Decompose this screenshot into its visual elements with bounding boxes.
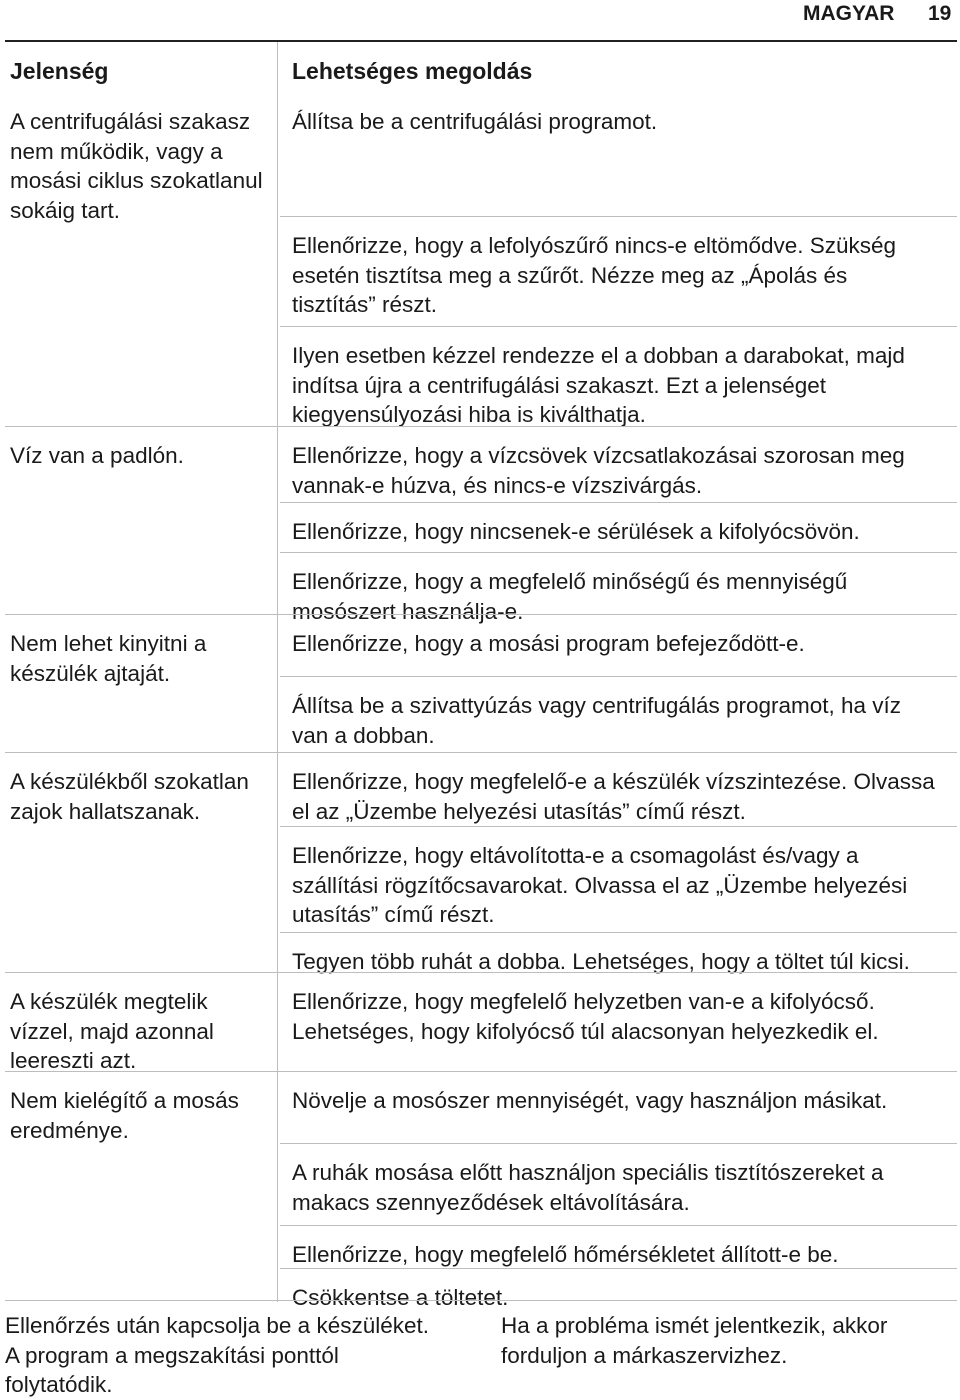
solution-cell: Ellenőrizze, hogy eltávolította-e a csomagolást és/vagy a szállítási rögzítőcsavarokat. Olvassa el az „Üzembe helyezési utasítás” című részt.	[292, 843, 908, 927]
row-separator	[280, 1268, 957, 1269]
row-separator	[280, 826, 957, 827]
row-separator	[280, 932, 957, 933]
row-separator	[280, 552, 957, 553]
solution-cell: Ellenőrizze, hogy a vízcsövek vízcsatlakozásai szorosan meg vannak-e húzva, és nincs-e vízszivárgás.	[292, 443, 905, 498]
table-row	[5, 502, 957, 552]
table-header-row	[5, 42, 957, 92]
table-row	[5, 426, 957, 502]
table-row	[5, 92, 957, 223]
table-row	[5, 932, 957, 972]
solution-cell: Ellenőrizze, hogy nincsenek-e sérülések a kifolyócsövön.	[292, 519, 860, 544]
row-separator	[280, 1225, 957, 1226]
table-row	[5, 216, 957, 326]
row-separator	[280, 216, 957, 217]
table-row	[5, 676, 957, 752]
symptom-cell: Nem lehet kinyitni a készülék ajtaját.	[10, 631, 207, 686]
table-row	[5, 326, 957, 426]
solution-cell: Állítsa be a centrifugálási programot.	[292, 109, 658, 134]
table-row	[5, 752, 957, 826]
symptom-cell: Nem kielégítő a mosás eredménye.	[10, 1088, 239, 1143]
solution-cell: Csökkentse a töltetet.	[292, 1285, 509, 1310]
row-separator	[5, 1071, 957, 1072]
row-separator	[5, 426, 957, 427]
column-header-solution: Lehetséges megoldás	[292, 58, 533, 84]
solution-cell: Állítsa be a szivattyúzás vagy centrifugálás programot, ha víz van a dobban.	[292, 693, 902, 748]
table-row	[5, 826, 957, 932]
table-bottom-rule	[5, 1300, 957, 1301]
solution-cell: Ellenőrizze, hogy megfelelő-e a készülék vízszintezése. Olvassa el az „Üzembe helyezési utasítás” című részt.	[292, 769, 935, 824]
table-row	[5, 1268, 957, 1310]
header-language: MAGYAR	[803, 2, 895, 25]
row-separator	[5, 972, 957, 973]
solution-cell: A ruhák mosása előtt használjon speciális tisztítószereket a makacs szennyeződések eltávolítására.	[292, 1160, 884, 1215]
solution-cell: Növelje a mosószer mennyiségét, vagy használjon másikat.	[292, 1088, 888, 1113]
symptom-cell: A készülékből szokatlan zajok hallatszanak.	[10, 769, 249, 824]
solution-cell: Ellenőrizze, hogy megfelelő helyzetben van-e a kifolyócső. Lehetséges, hogy kifolyócső túl alacsonyan helyezkedik el.	[292, 989, 879, 1044]
solution-cell: Tegyen több ruhát a dobba. Lehetséges, hogy a töltet túl kicsi.	[292, 949, 910, 974]
solution-cell: Ellenőrizze, hogy a mosási program befejeződött-e.	[292, 631, 805, 656]
footer-note-restart: Ellenőrzés után kapcsolja be a készüléket. A program a megszakítási ponttól folytatódik.	[5, 1313, 429, 1397]
table-row	[5, 1225, 957, 1268]
symptom-cell: A centrifugálási szakasz nem működik, vagy a mosási ciklus szokatlanul sokáig tart.	[10, 109, 263, 223]
solution-cell: Ellenőrizze, hogy a megfelelő minőségű és mennyiségű mosószert használja-e.	[292, 569, 848, 624]
table-row	[5, 972, 957, 1071]
solution-cell: Ellenőrizze, hogy a lefolyószűrő nincs-e eltömődve. Szükség esetén tisztítsa meg a szűrőt. Nézze meg az „Ápolás és tisztítás” részt.	[292, 233, 897, 317]
row-separator	[280, 1143, 957, 1144]
page-number: 19	[928, 2, 952, 25]
column-divider	[277, 42, 278, 1302]
solution-cell: Ilyen esetben kézzel rendezze el a dobban a darabokat, majd indítsa újra a centrifugálási szakaszt. Ezt a jelenséget kiegyensúlyozási hiba is kiválthatja.	[292, 343, 905, 427]
table-row	[5, 614, 957, 686]
row-separator	[280, 326, 957, 327]
row-separator	[280, 676, 957, 677]
row-separator	[5, 752, 957, 753]
column-header-symptom: Jelenség	[10, 58, 109, 84]
symptom-cell: A készülék megtelik vízzel, majd azonnal leereszti azt.	[10, 989, 214, 1073]
row-separator	[280, 502, 957, 503]
footer-note-service: Ha a probléma ismét jelentkezik, akkor forduljon a márkaszervizhez.	[501, 1313, 888, 1368]
row-separator	[5, 614, 957, 615]
solution-cell: Ellenőrizze, hogy megfelelő hőmérsékletet állított-e be.	[292, 1242, 839, 1267]
table-row	[5, 1143, 957, 1225]
table-row	[5, 1071, 957, 1143]
symptom-cell: Víz van a padlón.	[10, 443, 184, 468]
table-row	[5, 552, 957, 624]
